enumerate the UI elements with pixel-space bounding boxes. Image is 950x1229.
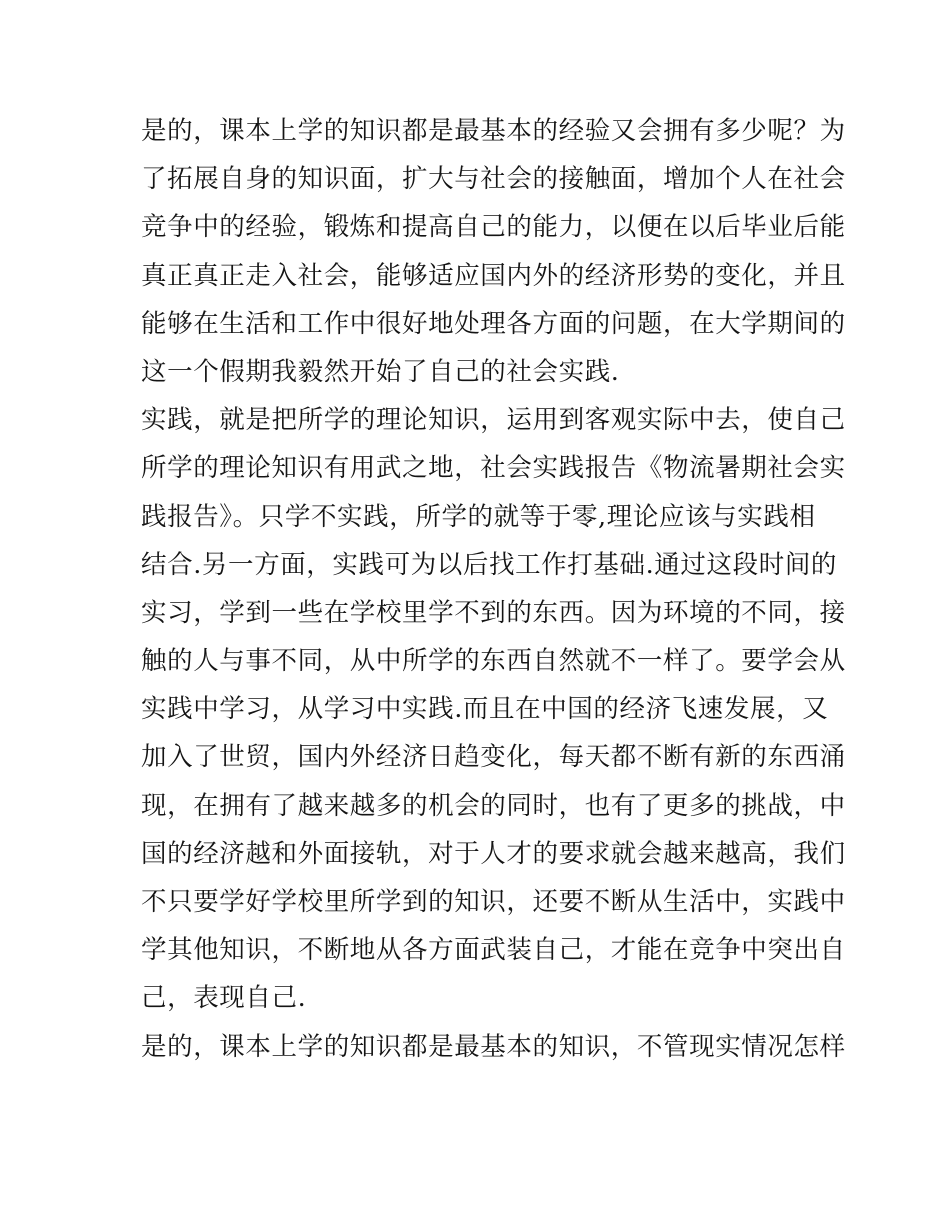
text-line: 践报告》。只学不实践，所学的就等于零,理论应该与实践相 bbox=[141, 501, 816, 532]
text-line: 不只要学好学校里所学到的知识，还要不断从生活中，实践中 bbox=[141, 887, 846, 917]
text-line: 结合.另一方面，实践可为以后找工作打基础.通过这段时间的 bbox=[141, 549, 838, 580]
text-line: 触的人与事不同，从中所学的东西自然就不一样了。要学会从 bbox=[141, 646, 846, 677]
text-line: 实践中学习，从学习中实践.而且在中国的经济飞速发展，又 bbox=[141, 694, 829, 725]
text-line: 现，在拥有了越来越多的机会的同时，也有了更多的挑战，中 bbox=[141, 790, 846, 821]
text-line: 了拓展自身的知识面，扩大与社会的接触面，增加个人在社会 bbox=[141, 164, 846, 195]
text-line: 国的经济越和外面接轨，对于人才的要求就会越来越高，我们 bbox=[141, 838, 846, 869]
text-line: 竞争中的经验，锻炼和提高自己的能力，以便在以后毕业后能 bbox=[141, 212, 846, 243]
text-line: 所学的理论知识有用武之地，社会实践报告《物流暑期社会实 bbox=[141, 453, 846, 484]
body-text bbox=[141, 107, 846, 1071]
text-line: 己，表现自己. bbox=[141, 983, 307, 1014]
text-line: 真正真正走入社会，能够适应国内外的经济形势的变化，并且 bbox=[141, 260, 846, 291]
text-line: 这一个假期我毅然开始了自己的社会实践. bbox=[141, 356, 620, 387]
text-line: 能够在生活和工作中很好地处理各方面的问题，在大学期间的 bbox=[141, 308, 846, 339]
text-line: 实践，就是把所学的理论知识，运用到客观实际中去，使自己 bbox=[141, 405, 846, 436]
text-line: 实习，学到一些在学校里学不到的东西。因为环境的不同，接 bbox=[141, 597, 846, 628]
text-line: 学其他知识，不断地从各方面武装自己，才能在竞争中突出自 bbox=[141, 935, 846, 966]
text-line: 加入了世贸，国内外经济日趋变化，每天都不断有新的东西涌 bbox=[141, 742, 846, 773]
text-line: 是的，课本上学的知识都是最基本的经验又会拥有多少呢？为 bbox=[141, 116, 846, 146]
text-line: 是的，课本上学的知识都是最基本的知识，不管现实情况怎样 bbox=[141, 1031, 846, 1062]
